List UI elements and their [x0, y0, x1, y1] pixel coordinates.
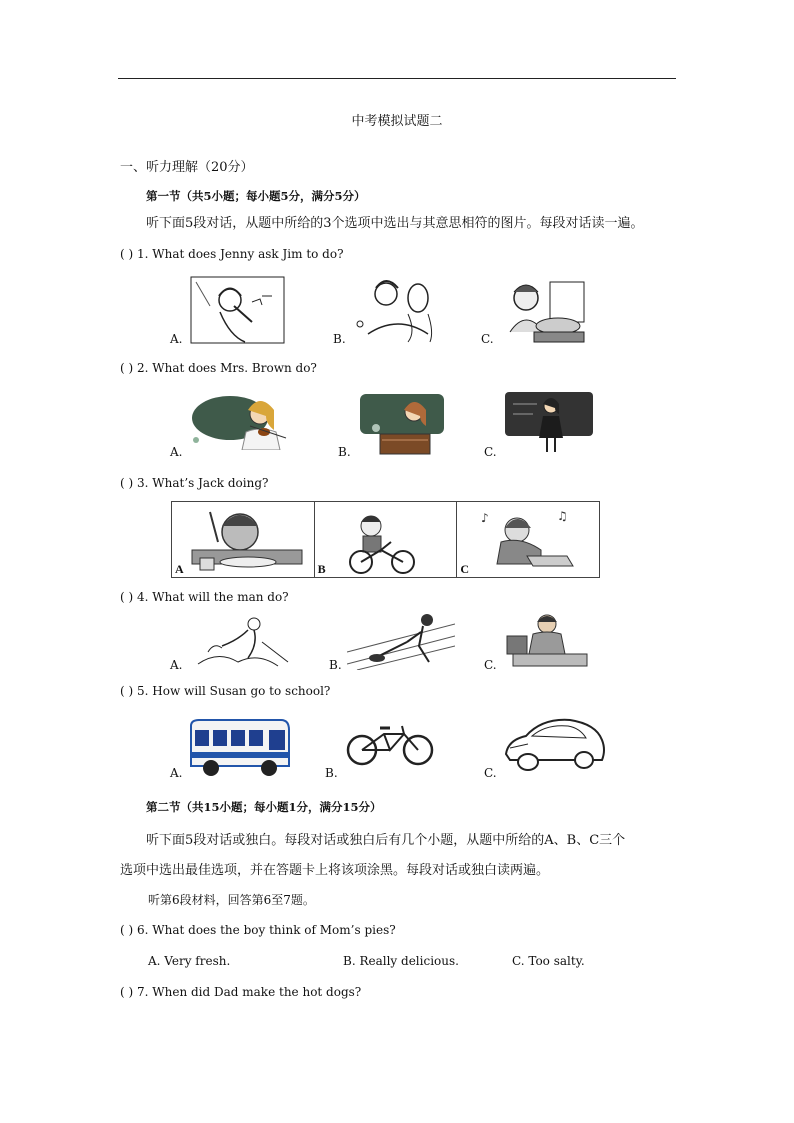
option-label: B.: [329, 658, 342, 672]
question-text: 3. What’s Jack doing?: [137, 476, 269, 490]
svg-text:♫: ♫: [557, 509, 569, 523]
part2-instruction-line2: 选项中选出最佳选项，并在答题卡上将该项涂黑。每段对话或独白读两遍。: [120, 863, 550, 878]
option-label: C: [460, 562, 470, 576]
question-text: 2. What does Mrs. Brown do?: [137, 361, 317, 375]
option-label: A.: [170, 766, 183, 780]
answer-paren[interactable]: ( ): [120, 985, 134, 999]
answer-paren[interactable]: ( ): [120, 361, 134, 375]
boy-cycling-icon: [315, 502, 458, 577]
answer-paren[interactable]: ( ): [120, 590, 134, 604]
option-label: A.: [170, 658, 183, 672]
man-gardening-icon: [188, 612, 302, 670]
man-washing-icon: [503, 612, 589, 668]
question-5: [120, 684, 330, 698]
part2-instruction-line1: 听下面5段对话或独白。每段对话或独白后有几个小题，从题中所给的A、B、C三个: [146, 833, 626, 848]
option-label: B.: [338, 445, 351, 459]
option-label: B.: [325, 766, 338, 780]
option-b[interactable]: B. Really delicious.: [343, 954, 459, 968]
part1-instruction: 听下面5段对话，从题中所给的3个选项中选出与其意思相符的图片。每段对话读一遍。: [146, 216, 644, 231]
option-label: C.: [481, 332, 494, 346]
question-text: 1. What does Jenny ask Jim to do?: [137, 247, 344, 261]
question-6: [120, 923, 396, 937]
bus-icon: [187, 718, 293, 778]
question-text: 6. What does the boy think of Mom’s pies?: [137, 923, 396, 937]
part1-heading: 第一节（共5小题；每小题5分，满分5分）: [146, 189, 366, 203]
man-brushing-teeth-icon: [190, 276, 285, 344]
option-label: A.: [170, 332, 183, 346]
bicycle-icon: [344, 722, 436, 766]
man-sweeping-icon: [347, 612, 455, 670]
part2-sub-instruction: 听第6段材料，回答第6至7题。: [148, 893, 315, 907]
header-rule: [118, 78, 676, 79]
question-3-image-strip: [171, 501, 600, 578]
option-label: A.: [170, 445, 183, 459]
question-7: [120, 985, 361, 999]
girl-reading-icon: [457, 502, 599, 577]
svg-text:♪: ♪: [481, 511, 490, 525]
section-heading: 一、听力理解（20分）: [120, 160, 254, 175]
part2-heading: 第二节（共15小题；每小题1分，满分15分）: [146, 800, 382, 814]
question-2: [120, 361, 317, 375]
question-text: 4. What will the man do?: [137, 590, 289, 604]
answer-paren[interactable]: ( ): [120, 476, 134, 490]
teacher-at-board-icon: [503, 390, 595, 456]
boy-eating-icon: [172, 502, 315, 577]
people-washing-icon: [348, 274, 448, 344]
answer-paren[interactable]: ( ): [120, 923, 134, 937]
answer-paren[interactable]: ( ): [120, 247, 134, 261]
option-label: B.: [333, 332, 346, 346]
answer-paren[interactable]: ( ): [120, 684, 134, 698]
option-a[interactable]: A. Very fresh.: [148, 954, 231, 968]
question-4: [120, 590, 289, 604]
question-1: [120, 247, 344, 261]
option-label: C.: [484, 445, 497, 459]
page-title: 中考模拟试题二: [351, 114, 443, 129]
option-label: C.: [484, 658, 497, 672]
car-icon: [502, 714, 606, 776]
man-cooking-icon: [500, 276, 590, 344]
option-label: C.: [484, 766, 497, 780]
question-3: [120, 476, 268, 490]
option-c[interactable]: C. Too salty.: [512, 954, 585, 968]
teacher-at-desk-icon: [358, 390, 446, 456]
question-text: 7. When did Dad make the hot dogs?: [137, 985, 362, 999]
option-label: B: [317, 562, 326, 576]
option-label: A: [175, 562, 184, 576]
question-text: 5. How will Susan go to school?: [137, 684, 331, 698]
woman-violin-icon: [190, 392, 290, 450]
